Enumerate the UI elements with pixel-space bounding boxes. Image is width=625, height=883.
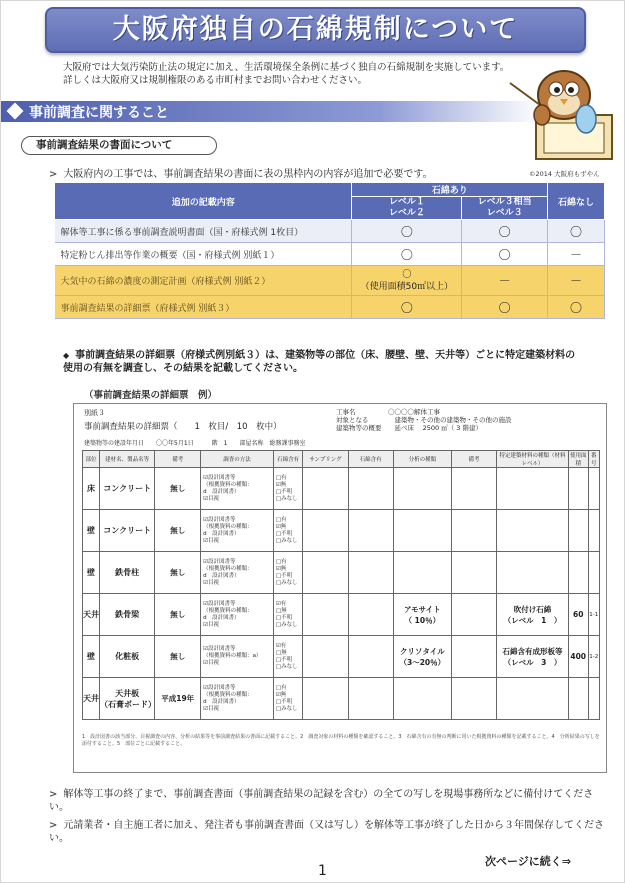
- bullet-4: [49, 819, 604, 845]
- bullet-1: [49, 168, 433, 181]
- form-head: 分析の種類: [393, 451, 451, 468]
- form-row: [83, 468, 600, 510]
- form-cell-area: [568, 468, 588, 510]
- cell-lv3: －: [462, 266, 548, 296]
- form-head: サンプリング: [303, 451, 348, 468]
- form-cell-blank: [348, 636, 393, 678]
- form-target: 対象となる 建築物・その他の建築物・その他の施設: [336, 416, 512, 424]
- form-cell-blank: [303, 678, 348, 720]
- form-cell-mat: 鉄骨柱: [100, 552, 155, 594]
- chevron-right-icon: >: [49, 169, 58, 180]
- col-head-lv3: レベル３相当 レベル３: [462, 197, 548, 220]
- form-meta: 建築物等の建設年月日 〇〇年5月1日 階 1 部屋名称 総務課事務室: [84, 440, 306, 447]
- form-cell-ck: ☑有 □無 □不明 □みなし: [273, 636, 302, 678]
- col-head-lv12: レベル１ レベル２: [352, 197, 462, 220]
- cell-lv12-note: （使用面積50㎡以上）: [360, 281, 454, 292]
- diamond-icon: ◆: [63, 351, 70, 360]
- form-cell-res: [393, 468, 451, 510]
- form-rows: [83, 468, 600, 720]
- page-number: 1: [318, 863, 327, 879]
- form-head: 使用面積: [568, 451, 588, 468]
- form-cell-blank: [348, 594, 393, 636]
- form-cell-tg: [497, 678, 569, 720]
- form-cell-ck: □有 ☑無 □不明 □みなし: [273, 678, 302, 720]
- table-row: [55, 266, 605, 296]
- cell-lv12: 〇: [352, 220, 462, 243]
- form-cell-tg: 吹付け石綿 （レベル 1 ）: [497, 594, 569, 636]
- form-cell-method: ☑設計図書等 （根拠資料の種類： d 設計図書） ☑目視: [201, 552, 274, 594]
- form-cell-blank: [303, 552, 348, 594]
- form-head: 部位: [83, 451, 100, 468]
- form-cell-area: [568, 552, 588, 594]
- form-cell-pos: 壁: [83, 552, 100, 594]
- form-cell-blank: [348, 552, 393, 594]
- form-cell-method: ☑設計図書等 （根拠資料の種類： d 設計図書） ☑目視: [201, 468, 274, 510]
- form-cell-blank: [348, 510, 393, 552]
- form-head: 特定建築材料の種類（材料レベル）: [497, 451, 569, 468]
- bullet-3: [49, 788, 604, 814]
- form-cell-pos: 壁: [83, 636, 100, 678]
- form-cell-method: ☑設計図書等 （根拠資料の種類： d 設計図書） ☑目視: [201, 510, 274, 552]
- form-cell-blank: [303, 594, 348, 636]
- form-cell-area: [568, 678, 588, 720]
- form-cell-tg: [497, 510, 569, 552]
- form-head: 石綿含有: [348, 451, 393, 468]
- detail-form-example: [73, 403, 607, 773]
- form-cell-no: [588, 552, 599, 594]
- row-label: 解体等工事に係る事前調査説明書面（国・府様式例 1枚目）: [55, 220, 352, 243]
- form-cell-blank: [451, 594, 496, 636]
- form-cell-res: [393, 510, 451, 552]
- cell-lv3: 〇: [462, 220, 548, 243]
- row-label: 特定粉じん排出等作業の概要（国・府様式例 別紙１）: [55, 243, 352, 266]
- form-head: 備考: [451, 451, 496, 468]
- form-cell-kai: 無し: [155, 594, 201, 636]
- form-head: 調査の方法: [201, 451, 274, 468]
- intro-line-1: 大阪府では大気汚染防止法の規定に加え、生活環境保全条例に基づく独自の石綿規制を実施しています。: [63, 62, 510, 73]
- form-cell-method: ☑設計図書等 （根拠資料の種類：a） ☑目視: [201, 636, 274, 678]
- form-project: [336, 408, 512, 432]
- form-cell-blank: [451, 468, 496, 510]
- cell-lv3: 〇: [462, 243, 548, 266]
- cell-lv12: 〇: [352, 296, 462, 319]
- form-cell-kai: 無し: [155, 636, 201, 678]
- form-cell-kai: 無し: [155, 510, 201, 552]
- form-cell-area: 60: [568, 594, 588, 636]
- form-row: [83, 678, 600, 720]
- form-cell-blank: [451, 636, 496, 678]
- form-title: 事前調査結果の詳細票（ 1 枚目/ 10 枚中）: [84, 422, 282, 432]
- form-cell-blank: [303, 636, 348, 678]
- next-page-link[interactable]: 次ページに続く⇒: [485, 855, 571, 868]
- form-cell-blank: [303, 468, 348, 510]
- form-cell-no: 1-1: [588, 594, 599, 636]
- form-cell-kai: 無し: [155, 468, 201, 510]
- form-cell-no: 1-2: [588, 636, 599, 678]
- table-row: [55, 243, 605, 266]
- cell-lv3: 〇: [462, 296, 548, 319]
- form-cell-pos: 天井: [83, 678, 100, 720]
- form-cell-blank: [451, 678, 496, 720]
- col-head-none: 石綿なし: [548, 183, 605, 220]
- section-header: [1, 101, 541, 122]
- form-cell-tg: 石綿含有成形板等 （レベル 3 ）: [497, 636, 569, 678]
- form-cell-mat: 化粧板: [100, 636, 155, 678]
- form-cell-res: アモサイト （ 10％）: [393, 594, 451, 636]
- section-header-label: 事前調査に関すること: [29, 105, 169, 121]
- form-notes: 1 設計図書の該当部分、目視調査の内容、分析の結果等を事前調査結果の書面に記載すること。2 調査対象の材料の種類を確認すること。3 石綿含有の有無の判断に用いた根拠資料の種類を記載すること。4 分析結果の写しを添付すること。5 部位ごとに記載すること。: [82, 734, 600, 747]
- form-cell-ck: ☑有 □無 □不明 □みなし: [273, 594, 302, 636]
- bullet-1-text: 大阪府内の工事では、事前調査結果の書面に表の黒枠内の内容が追加で必要です。: [63, 169, 433, 180]
- form-row: [83, 552, 600, 594]
- form-cell-kai: 平成19年: [155, 678, 201, 720]
- chevron-right-icon: >: [49, 789, 58, 800]
- bullet-4-text: 元請業者・自主施工者に加え、発注者も事前調査書面（又は写し）を解体等工事が終了した日から３年間保存してください。: [49, 820, 604, 844]
- sub-header: [21, 136, 217, 155]
- form-table: [82, 450, 600, 720]
- cell-none: －: [548, 243, 605, 266]
- form-cell-mat: コンクリート: [100, 510, 155, 552]
- form-cell-blank: [451, 552, 496, 594]
- bullet-2: [63, 349, 583, 375]
- form-cell-kai: 無し: [155, 552, 201, 594]
- bullet-2-text: 事前調査結果の詳細票（府様式例別紙３）は、建築物等の部位（床、腰壁、壁、天井等）ごとに特定建築材料の使用の有無を調査し、その結果を記載してください。: [63, 350, 576, 374]
- cell-none: 〇: [548, 220, 605, 243]
- table-row: [55, 220, 605, 243]
- table-row: [55, 296, 605, 319]
- form-cell-mat: 天井板 （石膏ボード）: [100, 678, 155, 720]
- chevron-right-icon: >: [49, 820, 58, 831]
- form-cell-area: [568, 510, 588, 552]
- intro-text: [63, 61, 533, 87]
- form-cell-blank: [451, 510, 496, 552]
- form-row: [83, 636, 600, 678]
- cell-lv12-mark: 〇: [402, 269, 412, 280]
- col-head-item: 追加の記載内容: [55, 183, 352, 220]
- cell-lv12: 〇: [352, 243, 462, 266]
- form-head: 建材名、製品名等: [100, 451, 155, 468]
- form-row: [83, 594, 600, 636]
- form-cell-pos: 天井: [83, 594, 100, 636]
- form-cell-area: 400: [568, 636, 588, 678]
- form-cell-no: [588, 468, 599, 510]
- form-head-row: [83, 451, 600, 468]
- form-cell-tg: [497, 552, 569, 594]
- cell-none: 〇: [548, 296, 605, 319]
- requirements-table: [54, 182, 605, 319]
- form-cell-blank: [348, 678, 393, 720]
- mascot-credit: ©2014 大阪府もずやん: [529, 170, 600, 178]
- cell-none: －: [548, 266, 605, 296]
- form-project-name: 工事名 〇〇〇〇解体工事: [336, 408, 440, 416]
- form-cell-no: [588, 510, 599, 552]
- form-cell-res: [393, 678, 451, 720]
- form-cell-res: クリソタイル （3～20％）: [393, 636, 451, 678]
- form-caption: （事前調査結果の詳細票 例）: [84, 390, 218, 401]
- form-cell-tg: [497, 468, 569, 510]
- form-cell-pos: 壁: [83, 510, 100, 552]
- form-cell-method: ☑設計図書等 （根拠資料の種類： d 設計図書） ☑目視: [201, 678, 274, 720]
- form-annex: 別紙３: [84, 409, 105, 417]
- sub-header-label: 事前調査結果の書面について: [36, 139, 173, 151]
- form-cell-ck: □有 ☑無 □不明 □みなし: [273, 510, 302, 552]
- form-cell-no: [588, 678, 599, 720]
- form-head: 石綿含有: [273, 451, 302, 468]
- form-head: 番号: [588, 451, 599, 468]
- form-cell-ck: □有 ☑無 □不明 □みなし: [273, 468, 302, 510]
- form-floors: 建築物等の概要 延べ床 2500 ㎡（ 3 階建）: [336, 424, 482, 432]
- title-banner: [45, 7, 586, 53]
- form-cell-ck: □有 ☑無 □不明 □みなし: [273, 552, 302, 594]
- bullet-3-text: 解体等工事の終了まで、事前調査書面（事前調査結果の記録を含む）の全ての写しを現場事務所などに備付けてください。: [49, 789, 594, 813]
- form-cell-blank: [348, 468, 393, 510]
- col-head-asbestos: 石綿あり: [352, 183, 548, 197]
- cell-lv12: [352, 266, 462, 296]
- form-row: [83, 510, 600, 552]
- page-title: 大阪府独自の石綿規制について: [112, 14, 519, 45]
- row-label: 大気中の石綿の濃度の測定計画（府様式例 別紙２）: [55, 266, 352, 296]
- form-cell-blank: [303, 510, 348, 552]
- form-head: 備考: [155, 451, 201, 468]
- form-cell-method: ☑設計図書等 （根拠資料の種類： d 設計図書） ☑目視: [201, 594, 274, 636]
- row-label: 事前調査結果の詳細票（府様式例 別紙３）: [55, 296, 352, 319]
- form-cell-res: [393, 552, 451, 594]
- form-cell-mat: コンクリート: [100, 468, 155, 510]
- intro-line-2: 詳しくは大阪府又は規制権限のある市町村までお問い合わせください。: [63, 75, 368, 86]
- form-cell-pos: 床: [83, 468, 100, 510]
- form-cell-mat: 鉄骨梁: [100, 594, 155, 636]
